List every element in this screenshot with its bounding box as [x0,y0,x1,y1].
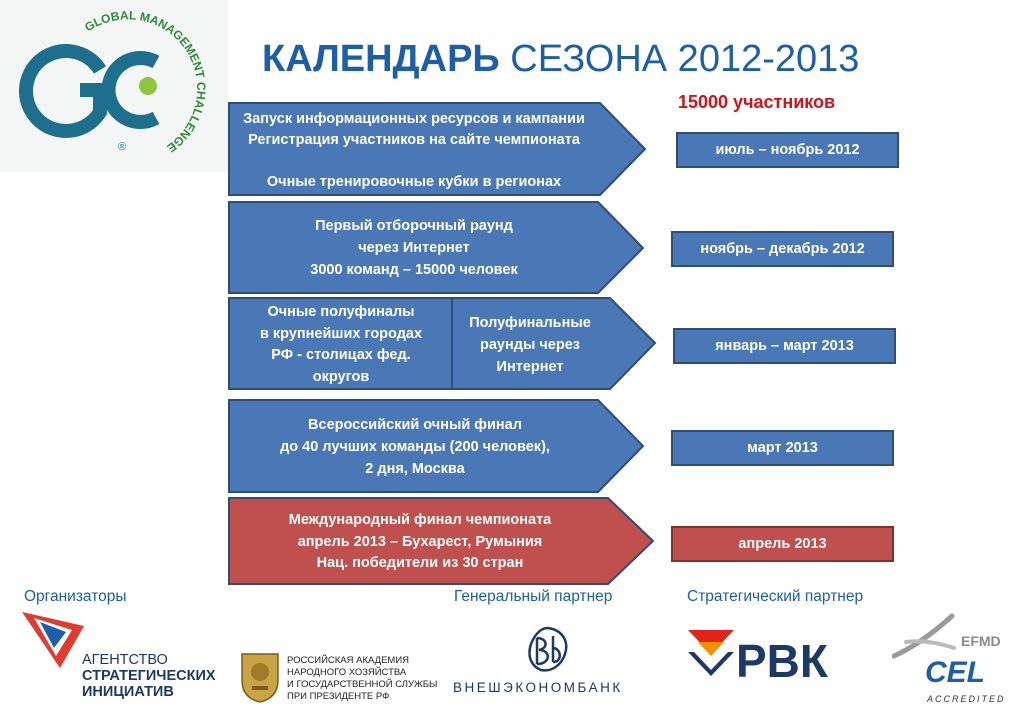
general-partner-label: Генеральный партнер [454,588,613,605]
stage-3-right-text [455,312,605,378]
stage-2-date: ноябрь – декабрь 2012 [671,231,894,267]
stage-5-date: апрель 2013 [671,526,894,562]
stage-3-right-line-1: Полуфинальные [469,315,591,331]
ranepa-line-2: НАРОДНОГО ХОЗЯЙСТВА [287,667,407,678]
ranepa-line-1: РОССИЙСКАЯ АКАДЕМИЯ [287,655,410,666]
stage-5-line-2: апрель 2013 – Бухарест, Румыния [297,533,543,550]
stage-1-line-1: Запуск информационных ресурсов и кампании [243,111,585,127]
stage-5-text [232,510,608,575]
stage-3-left-line-3: РФ - столицах фед. [271,347,411,363]
stage-2-line-3: 3000 команд – 15000 человек [310,262,518,278]
asi-logo-text [82,652,216,700]
stage-3-date: январь – март 2013 [673,328,896,364]
stage-3-left-line-2: в крупнейших городах [259,325,423,342]
ranepa-logo-text [287,655,437,703]
logo-brand-text: GLOBAL MANAGEMENT CHALLENGE [82,8,209,156]
veb-logo-text: ВНЕШЭКОНОМБАНК [453,680,623,695]
stage-5-line-1: Международный финал чемпионата [288,512,552,528]
stage-4-line-3: 2 дня, Москва [365,461,465,477]
stage-5-line-3: Нац. победители из 30 стран [316,555,524,571]
stage-3-right-line-2: раунды через [480,337,580,353]
stage-3-left-line-4: округов [312,368,370,385]
title-bold: КАЛЕНДАРЬ [262,38,500,80]
stage-3-left-line-1: Очные полуфиналы [267,304,415,320]
stage-4-text [232,414,598,480]
stage-1-line-3 [232,151,596,172]
stage-1-text [232,109,596,193]
stage-2-text [232,215,596,281]
stage-2-line-2: через Интернет [358,240,470,256]
ranepa-emblem-icon [238,650,282,704]
registered-mark: ® [118,141,127,153]
strategic-partner-label: Стратегический партнер [687,588,864,605]
stage-1-line-4: Очные тренировочные кубки в регионах [266,174,562,190]
stage-4-line-1: Всероссийский очный финал [308,417,522,433]
efmd-swoosh-icon [892,612,960,662]
ranepa-line-4: ПРИ ПРЕЗИДЕНТЕ РФ [287,691,390,702]
stage-4-date: март 2013 [671,430,894,466]
stage-1-date: июль – ноябрь 2012 [676,132,899,168]
stage-1-line-2: Регистрация участников на сайте чемпионата [248,132,580,148]
efmd-text: EFMD [961,633,1001,649]
stage-4-line-2: до 40 лучших команды (200 человек), [280,439,550,455]
asi-line-3: ИНИЦИАТИВ [82,684,174,700]
ranepa-line-3: И ГОСУДАРСТВЕННОЙ СЛУЖБЫ [287,679,438,690]
asi-line-1: АГЕНТСТВО [82,652,168,668]
stage-3-right-line-3: Интернет [496,359,564,375]
participants-count: 15000 участников [678,92,836,112]
stage-3-left-text [232,302,450,388]
rvk-logo-text: РВК [736,635,828,687]
title-rest: СЕЗОНА 2012-2013 [510,38,860,80]
veb-emblem-icon [525,626,571,674]
asi-line-2: СТРАТЕГИЧЕСКИХ [82,668,216,684]
stage-2-line-1: Первый отборочный раунд [315,218,513,234]
organizers-label: Организаторы [24,588,127,605]
accredited-text: ACCREDITED [927,694,1006,704]
rvk-emblem-icon [688,630,734,680]
cel-text: CEL [925,656,985,689]
